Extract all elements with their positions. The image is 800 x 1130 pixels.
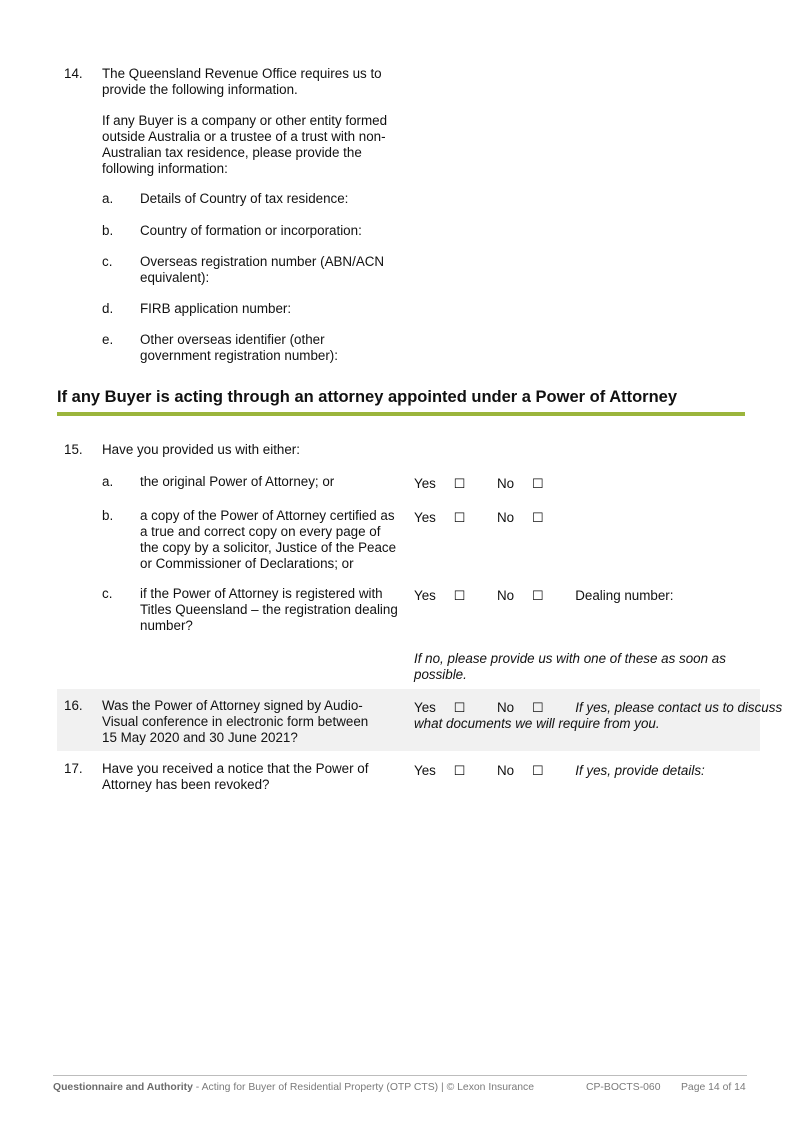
- no-label: No: [496, 510, 515, 525]
- q16-answer: [414, 700, 796, 717]
- q17-line: Have you received a notice that the Power of: [102, 761, 369, 776]
- q16-line: Visual conference in electronic form between: [102, 714, 369, 729]
- footer-rule: [53, 1075, 747, 1076]
- q15-item-line: if the Power of Attorney is registered with: [140, 586, 383, 601]
- yes-option[interactable]: [414, 510, 479, 525]
- q15-item-letter: b.: [102, 508, 114, 523]
- no-label: No: [496, 588, 515, 603]
- no-option[interactable]: [497, 700, 558, 715]
- question-number-17: 17.: [64, 761, 83, 776]
- q14-item-b-text: Country of formation or incorporation:: [140, 223, 362, 238]
- footer-title: Questionnaire and Authority: [53, 1082, 193, 1093]
- yes-option[interactable]: [414, 476, 479, 491]
- q17-answer: [414, 763, 719, 780]
- question-14-paragraph: [102, 113, 402, 177]
- no-option[interactable]: [497, 588, 558, 603]
- no-option[interactable]: [497, 476, 558, 491]
- q14-item-line: equivalent):: [140, 270, 210, 285]
- q15-note-line: possible.: [414, 667, 467, 682]
- question-15-text: Have you provided us with either:: [102, 442, 300, 457]
- section-heading: If any Buyer is acting through an attorney appointed under a Power of Attorney: [57, 388, 678, 406]
- yes-label: Yes: [414, 588, 436, 603]
- q14-item-a-text: Details of Country of tax residence:: [140, 191, 349, 206]
- no-label: No: [496, 763, 515, 778]
- q15a-answer: [414, 476, 572, 493]
- q15-note: [414, 651, 726, 683]
- q15b-answer: [414, 510, 572, 527]
- q16-note-line: what documents we will require from you.: [414, 716, 660, 731]
- q15-item-a-text: the original Power of Attorney; or: [140, 474, 335, 489]
- yes-label: Yes: [414, 763, 436, 778]
- no-option[interactable]: [497, 763, 558, 778]
- question-16-text: [102, 698, 402, 746]
- q14-item-line: government registration number):: [140, 348, 338, 363]
- no-checkbox[interactable]: ☐: [531, 511, 544, 526]
- footer-subtitle: - Acting for Buyer of Residential Property (OTP CTS) | © Lexon Insurance: [192, 1082, 534, 1093]
- no-option[interactable]: [497, 510, 558, 525]
- q15-item-line: a copy of the Power of Attorney certified as: [140, 508, 395, 523]
- yes-option[interactable]: [414, 763, 479, 778]
- dealing-number-label: Dealing number:: [575, 588, 674, 603]
- section-rule: [57, 412, 745, 416]
- yes-checkbox[interactable]: ☐: [453, 589, 466, 604]
- q16-note-line: If yes, please contact us to discuss: [575, 700, 783, 715]
- yes-checkbox[interactable]: ☐: [453, 764, 466, 779]
- no-label: No: [496, 700, 515, 715]
- q15-note-line: If no, please provide us with one of these as soon as: [414, 651, 726, 666]
- question-17-text: [102, 761, 402, 793]
- question-number-16: 16.: [64, 698, 83, 713]
- q15c-answer: [414, 588, 688, 605]
- q14-item-letter: b.: [102, 223, 114, 238]
- q14-para-line: If any Buyer is a company or other entity formed: [102, 113, 388, 128]
- question-number-14: 14.: [64, 66, 83, 81]
- no-checkbox[interactable]: ☐: [531, 477, 544, 492]
- q15-item-c-text: [140, 586, 405, 634]
- footer-document-title: [53, 1081, 534, 1094]
- q15-item-letter: a.: [102, 474, 114, 489]
- yes-label: Yes: [414, 510, 436, 525]
- no-checkbox[interactable]: ☐: [531, 701, 544, 716]
- q15-item-letter: c.: [102, 586, 113, 601]
- q14-item-c-text: [140, 254, 405, 286]
- q14-line: provide the following information.: [102, 82, 298, 97]
- yes-checkbox[interactable]: ☐: [453, 477, 466, 492]
- yes-checkbox[interactable]: ☐: [453, 701, 466, 716]
- q14-item-letter: a.: [102, 191, 114, 206]
- q15-item-b-text: [140, 508, 405, 572]
- q14-item-letter: d.: [102, 301, 114, 316]
- yes-option[interactable]: [414, 700, 479, 715]
- footer-code: CP-BOCTS-060: [586, 1082, 661, 1093]
- q15-item-line: or Commissioner of Declarations; or: [140, 556, 354, 571]
- q15-item-line: the copy by a solicitor, Justice of the Peace: [140, 540, 397, 555]
- no-checkbox[interactable]: ☐: [531, 764, 544, 779]
- q16-line: 15 May 2020 and 30 June 2021?: [102, 730, 298, 745]
- footer-page-number: Page 14 of 14: [681, 1082, 746, 1093]
- yes-label: Yes: [414, 700, 436, 715]
- q16-line: Was the Power of Attorney signed by Audio-: [102, 698, 363, 713]
- question-14-text: [102, 66, 402, 98]
- q14-item-letter: e.: [102, 332, 114, 347]
- no-checkbox[interactable]: ☐: [531, 589, 544, 604]
- q14-item-d-text: FIRB application number:: [140, 301, 292, 316]
- no-label: No: [496, 476, 515, 491]
- q17-note: If yes, provide details:: [575, 763, 705, 778]
- q15-item-line: Titles Queensland – the registration dealing: [140, 602, 398, 617]
- q14-item-line: Other overseas identifier (other: [140, 332, 325, 347]
- yes-label: Yes: [414, 476, 436, 491]
- question-number-15: 15.: [64, 442, 83, 457]
- q14-item-line: Overseas registration number (ABN/ACN: [140, 254, 385, 269]
- q15-item-line: a true and correct copy on every page of: [140, 524, 381, 539]
- q14-item-letter: c.: [102, 254, 113, 269]
- q15-item-line: number?: [140, 618, 193, 633]
- q14-para-line: Australian tax residence, please provide the: [102, 145, 362, 160]
- q14-line: The Queensland Revenue Office requires us to: [102, 66, 382, 81]
- q14-para-line: following information:: [102, 161, 228, 176]
- q14-item-e-text: [140, 332, 405, 364]
- yes-checkbox[interactable]: ☐: [453, 511, 466, 526]
- q14-para-line: outside Australia or a trustee of a trust with non-: [102, 129, 386, 144]
- q17-line: Attorney has been revoked?: [102, 777, 270, 792]
- yes-option[interactable]: [414, 588, 479, 603]
